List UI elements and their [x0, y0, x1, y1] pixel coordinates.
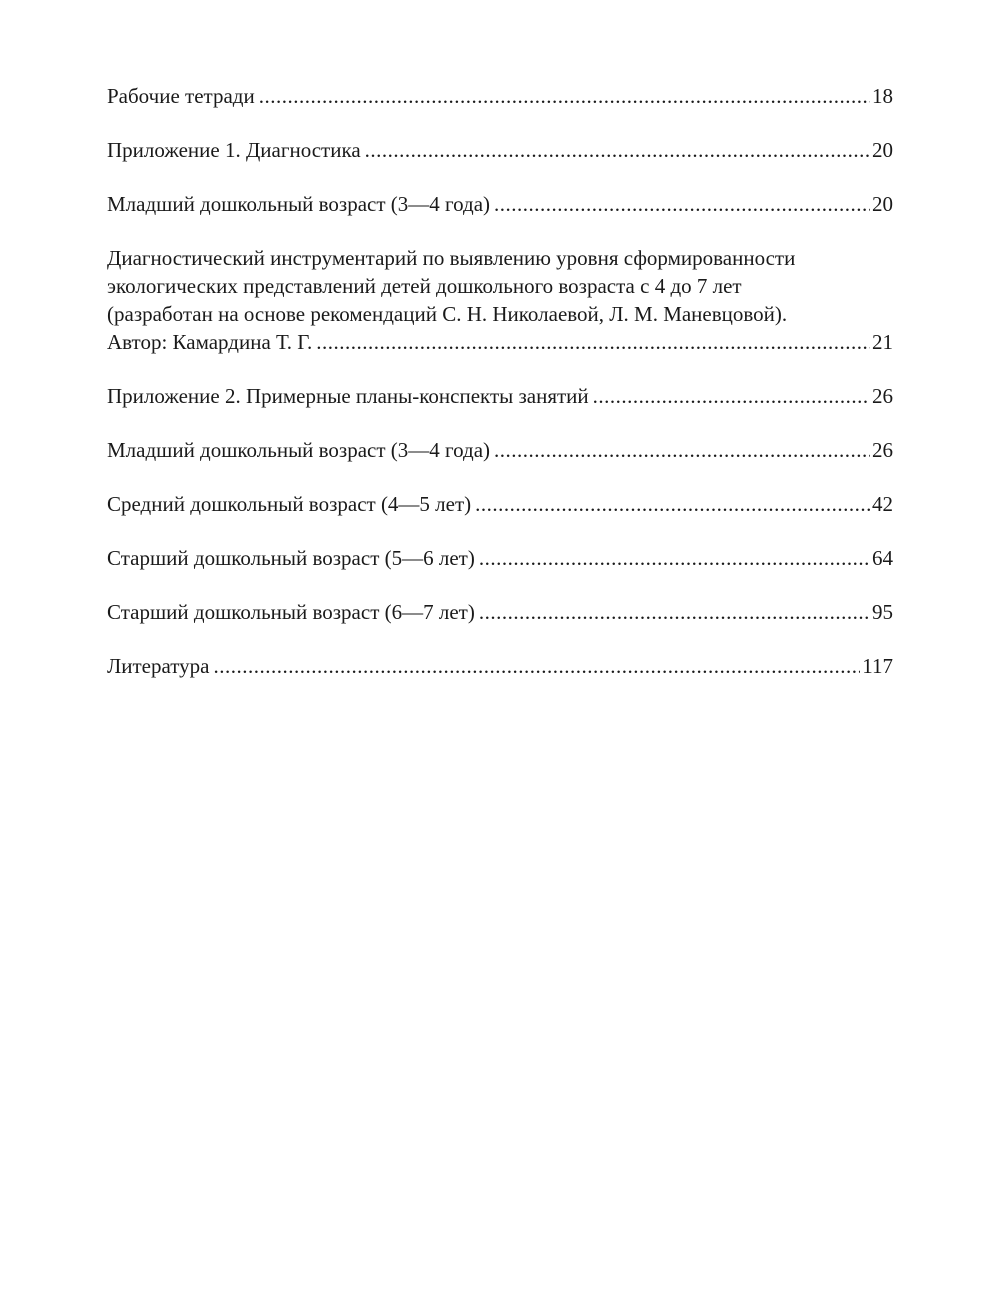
toc-entry-title: Старший дошкольный возраст (6—7 лет) — [107, 600, 475, 624]
toc-entry-middle-age[interactable] — [107, 490, 893, 518]
toc-entry-literature[interactable] — [107, 652, 893, 680]
toc-entry-title: Автор: Камардина Т. Г. — [107, 330, 313, 354]
dot-leader — [494, 436, 870, 464]
toc-entry-junior-age-lessons[interactable] — [107, 436, 893, 464]
toc-entry-appendix-2[interactable] — [107, 382, 893, 410]
toc-entry-text-line: Диагностический инструментарий по выявлению уровня сформированности — [107, 246, 796, 270]
dot-leader — [479, 544, 870, 572]
dot-leader — [475, 490, 870, 518]
dot-leader — [494, 190, 870, 218]
toc-entry-page: 26 — [872, 384, 893, 408]
toc-entry-title: Старший дошкольный возраст (5—6 лет) — [107, 546, 475, 570]
toc-entry-title: Младший дошкольный возраст (3—4 года) — [107, 438, 491, 462]
toc-entry-line — [107, 328, 893, 356]
toc-entry-senior-age-5-6[interactable] — [107, 544, 893, 572]
toc-entry-page: 20 — [872, 192, 893, 216]
table-of-contents — [107, 82, 893, 706]
toc-entry-junior-age-diagnostics[interactable] — [107, 190, 893, 218]
dot-leader — [213, 652, 860, 680]
dot-leader — [259, 82, 870, 110]
toc-entry-line — [107, 652, 893, 680]
toc-entry-text-line: экологических представлений детей дошкольного возраста с 4 до 7 лет — [107, 274, 742, 298]
dot-leader — [365, 136, 870, 164]
toc-entry-line — [107, 544, 893, 572]
toc-entry-text-line: (разработан на основе рекомендаций С. Н. Николаевой, Л. М. Маневцовой). — [107, 302, 788, 326]
dot-leader — [479, 598, 870, 626]
toc-entry-page: 117 — [862, 654, 893, 678]
toc-entry-diagnostic-toolkit[interactable] — [107, 244, 893, 356]
toc-entry-line — [107, 490, 893, 518]
toc-entry-page: 26 — [872, 438, 893, 462]
toc-entry-title: Приложение 1. Диагностика — [107, 138, 361, 162]
toc-entry-workbooks[interactable] — [107, 82, 893, 110]
toc-entry-page: 21 — [872, 330, 893, 354]
toc-entry-page: 18 — [872, 84, 893, 108]
toc-entry-title: Рабочие тетради — [107, 84, 255, 108]
toc-entry-title: Литература — [107, 654, 210, 678]
toc-entry-senior-age-6-7[interactable] — [107, 598, 893, 626]
toc-entry-title: Младший дошкольный возраст (3—4 года) — [107, 192, 491, 216]
dot-leader — [316, 328, 870, 356]
toc-entry-page: 64 — [872, 546, 893, 570]
toc-entry-page: 20 — [872, 138, 893, 162]
toc-entry-title: Приложение 2. Примерные планы-конспекты занятий — [107, 384, 589, 408]
toc-entry-page: 42 — [872, 492, 893, 516]
toc-entry-page: 95 — [872, 600, 893, 624]
toc-entry-line — [107, 382, 893, 410]
toc-entry-line — [107, 190, 893, 218]
dot-leader — [593, 382, 870, 410]
toc-entry-line — [107, 436, 893, 464]
toc-entry-title: Средний дошкольный возраст (4—5 лет) — [107, 492, 472, 516]
toc-entry-appendix-1[interactable] — [107, 136, 893, 164]
toc-entry-line — [107, 136, 893, 164]
toc-entry-line — [107, 598, 893, 626]
toc-entry-line — [107, 82, 893, 110]
